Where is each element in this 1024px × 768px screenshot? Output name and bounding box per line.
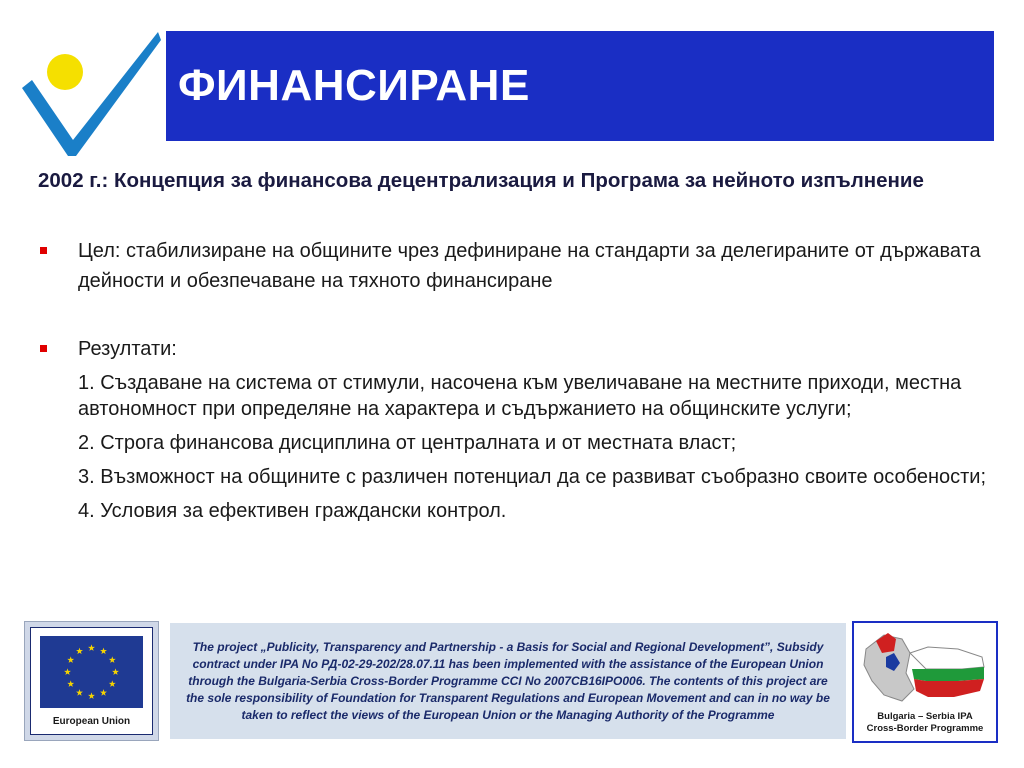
result-item: 4. Условия за ефективен граждански контрол. (78, 500, 507, 522)
disclaimer-text: The project „Publicity, Transparency and Partnership - a Basis for Social and Regional Development”, Subsidy contract under IPA No РД-02-29-202/28.07.11 has been implemented with the assistance of the European Union through the Bulgaria-Serbia Cross-Border Programme CCI No 2007CB16IPO006. The contents of this project are the sole responsibility of Foundation for Transparent Regulations and European Movement and can in no way be taken to reflect the views of the European Union or the Managing Authority of the Programme (186, 639, 830, 722)
bullet-results (38, 334, 998, 364)
bullet-text: Резултати: (78, 338, 177, 360)
bullet-text: Цел: стабилизиране на общините чрез дефиниране на стандарти за делегираните от държавата дейности и обезпечаване на тяхното финансиране (78, 240, 981, 292)
bulgaria-serbia-map-icon (854, 623, 996, 713)
section-heading: 2002 г.: Концепция за финансова децентрализация и Програма за нейното изпълнение (38, 169, 924, 192)
eu-logo-frame (30, 627, 153, 735)
slide-content (38, 166, 998, 532)
bullet-marker-icon (40, 345, 47, 352)
eu-logo-box (24, 621, 159, 741)
ipa-logo-box (852, 621, 998, 743)
page-title: ФИНАНСИРАНЕ (178, 61, 530, 110)
ipa-label (854, 711, 996, 735)
ipa-label-line2: Cross-Border Programme (866, 723, 984, 734)
checkmark-sun-logo (18, 28, 163, 158)
eu-flag-icon (40, 636, 143, 708)
result-item: 2. Строга финансова дисциплина от централната и от местната власт; (78, 432, 737, 454)
ipa-label-line1: Bulgaria – Serbia IPA (877, 711, 973, 722)
footer (20, 617, 1004, 745)
bullet-goal (38, 236, 998, 296)
disclaimer-box (170, 623, 846, 739)
eu-label: European Union (52, 716, 131, 727)
results-list (38, 370, 998, 524)
result-item: 3. Възможност на общините с различен потенциал да се развиват съобразно своите особености; (78, 466, 987, 488)
result-item: 1. Създаване на система от стимули, насочена към увеличаване на местните приходи, местна автономност при определяне на характера и съдържанието на общинските услуги; (78, 372, 962, 420)
title-bar (166, 31, 994, 141)
bullet-marker-icon (40, 247, 47, 254)
